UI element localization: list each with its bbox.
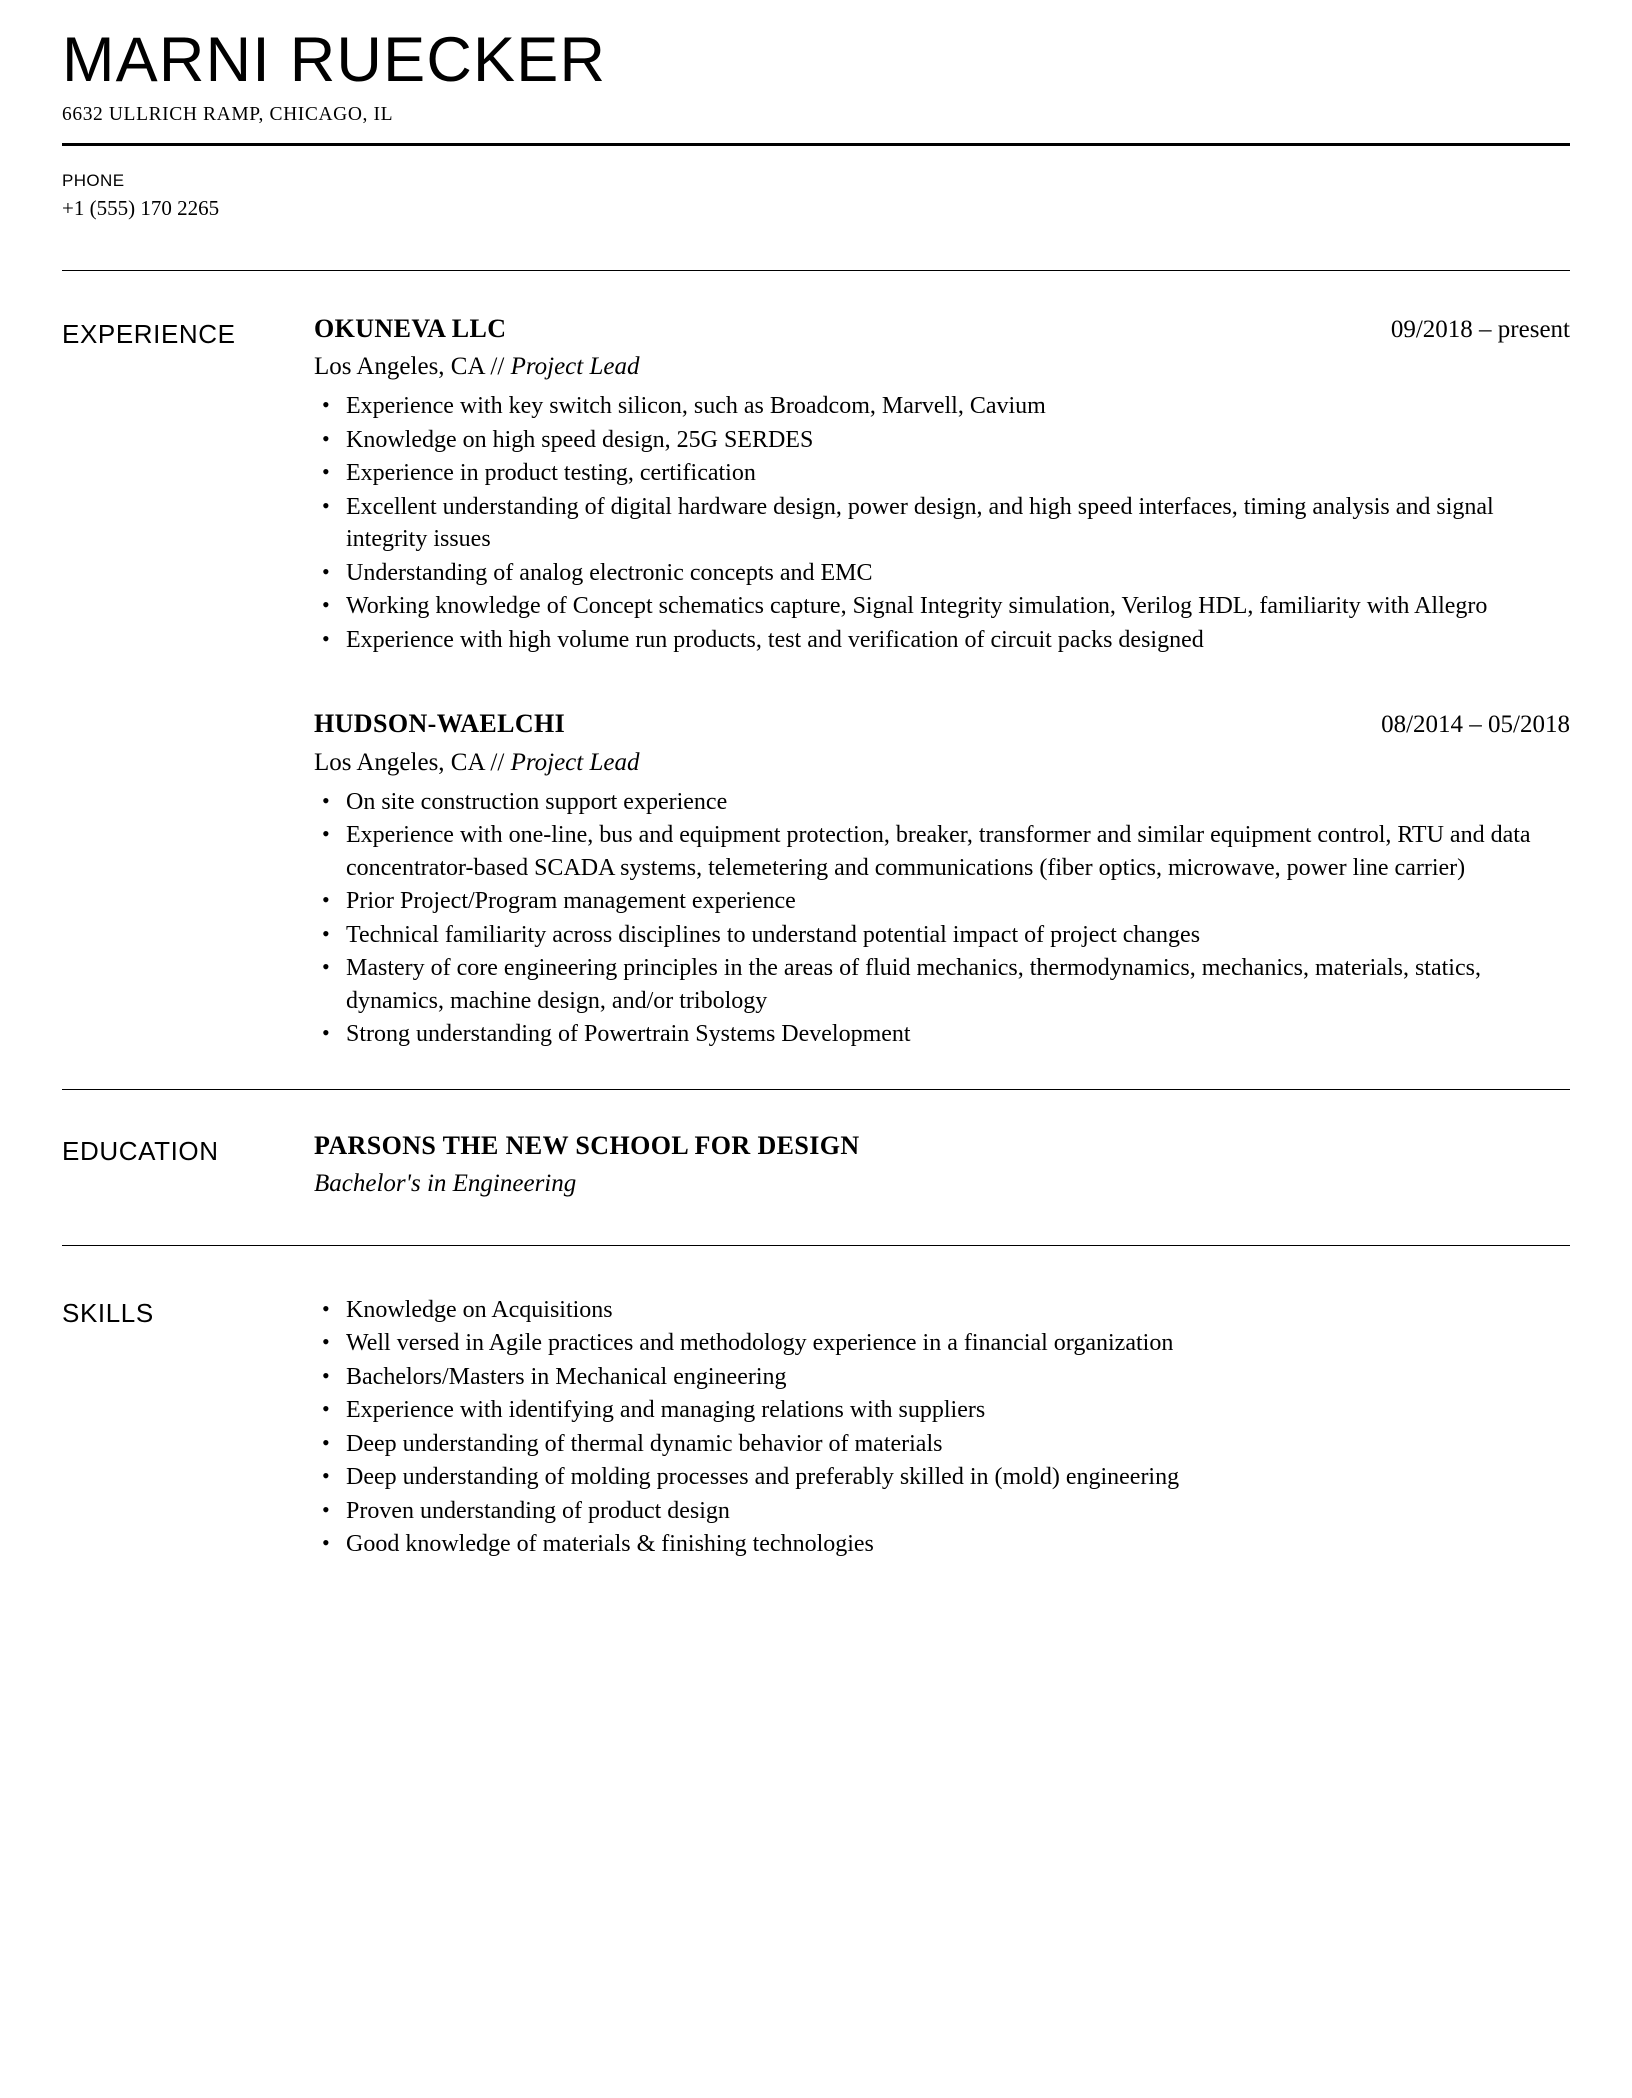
list-item: • Well versed in Agile practices and methodology experience in a financial organization — [314, 1327, 1570, 1360]
list-item: • Experience with one-line, bus and equipment protection, breaker, transformer and similar equipment control, RTU and data concentrator-based SCADA systems, telemetering and communications (fiber optics, microwave, power line carrier) — [314, 819, 1570, 884]
list-item: • Knowledge on Acquisitions — [314, 1294, 1570, 1327]
skills-body — [314, 1288, 1570, 1561]
phone-value: +1 (555) 170 2265 — [62, 195, 220, 220]
section-skills — [62, 1246, 1570, 1561]
company-name: HUDSON-WAELCHI — [314, 709, 566, 739]
contact-spacer — [62, 222, 1570, 270]
job-title: Project Lead — [510, 748, 640, 776]
section-label-education: EDUCATION — [62, 1135, 219, 1166]
list-item: • Bachelors/Masters in Mechanical engineering — [314, 1361, 1570, 1394]
location-and-role — [314, 746, 1570, 780]
list-item: • On site construction support experience — [314, 786, 1570, 819]
section-label-skills: SKILLS — [62, 1297, 154, 1328]
job-location: Los Angeles, CA — [314, 353, 485, 381]
list-item: • Experience in product testing, certification — [314, 457, 1570, 490]
list-item: • Knowledge on high speed design, 25G SERDES — [314, 424, 1570, 457]
education-entries — [314, 1130, 1570, 1201]
employment-dates: 09/2018 – present — [1390, 315, 1570, 343]
experience-entry — [314, 708, 1570, 1050]
list-item: • Proven understanding of product design — [314, 1495, 1570, 1528]
experience-entry-header — [314, 313, 1570, 346]
candidate-address: 6632 ULLRICH RAMP, CHICAGO, IL — [62, 104, 394, 126]
resume-header — [62, 0, 1570, 126]
skills-bullet-list — [314, 1294, 1570, 1561]
list-item: • Excellent understanding of digital hardware design, power design, and high speed interfaces, timing analysis and signal integrity issues — [314, 491, 1570, 556]
location-role-separator: // — [484, 748, 511, 776]
list-item: • Deep understanding of thermal dynamic behavior of materials — [314, 1428, 1570, 1461]
school-name: PARSONS THE NEW SCHOOL FOR DESIGN — [314, 1130, 860, 1160]
experience-entry-header — [314, 708, 1570, 741]
location-and-role — [314, 350, 1570, 384]
phone-label: PHONE — [62, 171, 125, 191]
list-item: • Deep understanding of molding processes and preferably skilled in (mold) engineering — [314, 1461, 1570, 1494]
location-role-separator: // — [484, 353, 511, 381]
contact-block — [62, 168, 1570, 222]
section-experience — [62, 271, 1570, 1089]
list-item: • Prior Project/Program management experience — [314, 885, 1570, 918]
company-name: OKUNEVA LLC — [314, 313, 507, 343]
candidate-name: MARNI RUECKER — [62, 25, 607, 95]
list-item: • Experience with high volume run products, test and verification of circuit packs designed — [314, 624, 1570, 657]
experience-entries — [314, 313, 1570, 1051]
header-divider — [62, 143, 1570, 146]
experience-bullet-list — [314, 390, 1570, 656]
degree-name: Bachelor's in Engineering — [314, 1170, 577, 1198]
section-education — [62, 1090, 1570, 1245]
job-location: Los Angeles, CA — [314, 748, 485, 776]
employment-dates: 08/2014 – 05/2018 — [1381, 711, 1570, 739]
list-item: • Understanding of analog electronic concepts and EMC — [314, 557, 1570, 590]
list-item: • Strong understanding of Powertrain Systems Development — [314, 1018, 1570, 1051]
list-item: • Good knowledge of materials & finishing technologies — [314, 1528, 1570, 1561]
experience-bullet-list — [314, 786, 1570, 1051]
list-item: • Experience with identifying and managing relations with suppliers — [314, 1394, 1570, 1427]
job-title: Project Lead — [510, 353, 640, 381]
list-item: • Technical familiarity across disciplines to understand potential impact of project changes — [314, 919, 1570, 952]
list-item: • Experience with key switch silicon, such as Broadcom, Marvell, Cavium — [314, 390, 1570, 423]
list-item: • Working knowledge of Concept schematics capture, Signal Integrity simulation, Verilog HDL, familiarity with Allegro — [314, 590, 1570, 623]
experience-entry — [314, 313, 1570, 656]
section-label-experience: EXPERIENCE — [62, 318, 236, 349]
list-item: • Mastery of core engineering principles in the areas of fluid mechanics, thermodynamics, mechanics, materials, statics, dynamics, machine design, and/or tribology — [314, 952, 1570, 1017]
education-entry — [314, 1130, 1570, 1201]
